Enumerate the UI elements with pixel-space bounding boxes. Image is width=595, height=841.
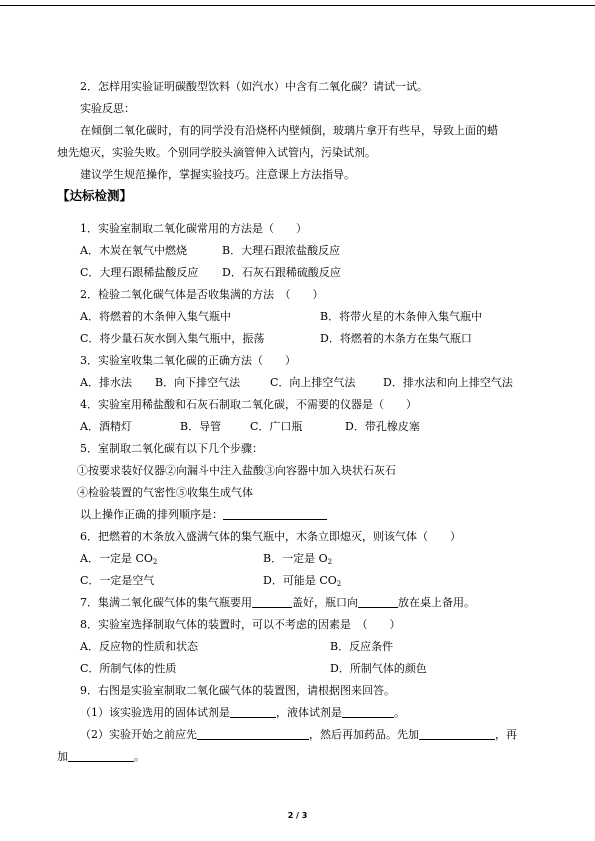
- q8-option-d: D．所制气体的颜色: [330, 662, 427, 675]
- top-rule: [0, 5, 595, 6]
- q4-option-c: C．广口瓶: [250, 420, 303, 433]
- q1-option-c: C．大理石跟稀盐酸反应: [80, 266, 199, 279]
- page-number: 2 / 3: [287, 811, 308, 820]
- q3-option-a: A．排水法: [80, 376, 132, 389]
- q7-blank-1[interactable]: [252, 596, 292, 608]
- q8-stem: 8．实验室选择制取气体的装置时，可以不考虑的因素是 （ ）: [80, 618, 401, 631]
- q3-option-b: B．向下排空气法: [155, 376, 241, 389]
- q4-option-d: D．带孔橡皮塞: [345, 420, 420, 433]
- q6-option-a: A．一定是 $CO_2$: [80, 552, 158, 566]
- q2-option-b: B．将带火星的木条伸入集气瓶中: [320, 310, 483, 323]
- q9-sub-2: （2）实验开始之前应先 ，然后再加药品。先加 ，再: [80, 728, 517, 741]
- q3-option-c: C．向上排空气法: [270, 376, 356, 389]
- q8-option-a: A．反应物的性质和状态: [80, 640, 198, 653]
- q8-option-b: B．反应条件: [330, 640, 394, 653]
- q7-blank-2[interactable]: [358, 596, 398, 608]
- q2-stem: 2．检验二氧化碳气体是否收集满的方法 （ ）: [80, 288, 324, 301]
- q9-solid-reagent-blank[interactable]: [230, 706, 276, 718]
- q3-stem: 3．实验室收集二氧化碳的正确方法（ ）: [80, 354, 296, 367]
- q1-option-d: D．石灰石跟稀硫酸反应: [222, 266, 341, 279]
- q5-order-line: [80, 508, 327, 522]
- suggestion: 建议学生规范操作，掌握实验技巧。注意课上方法指导。: [80, 168, 355, 181]
- q6-option-c: C．一定是空气: [80, 574, 155, 587]
- reflection-line-2: 烛先熄灭，实验失败。个别同学胶头滴管伸入试管内，污染试剂。: [57, 146, 376, 159]
- q9-first-add-blank[interactable]: [419, 728, 495, 740]
- q1-option-b: B．大理石跟浓盐酸反应: [222, 244, 341, 257]
- intro-question-2: 2．怎样用实验证明碳酸型饮料（如汽水）中含有二氧化碳？请试一试。: [80, 80, 428, 93]
- q4-option-b: B．导管: [180, 420, 222, 433]
- q9-first-step-blank[interactable]: [197, 728, 309, 740]
- q5-steps-1: ①按要求装好仪器②向漏斗中注入盐酸③向容器中加入块状石灰石: [77, 464, 396, 477]
- q5-answer-blank[interactable]: [223, 508, 327, 520]
- q4-stem: 4．实验室用稀盐酸和石灰石制取二氧化碳，不需要的仪器是（ ）: [80, 398, 417, 411]
- reflection-line-1: 在倾倒二氧化碳时，有的同学没有沿烧杯内壁倾倒，玻璃片拿开有些早，导致上面的蜡: [80, 124, 498, 137]
- q2-option-d: D．将燃着的木条方在集气瓶口: [320, 332, 472, 345]
- q2-option-a: A．将燃着的木条伸入集气瓶中: [80, 310, 231, 323]
- q5-steps-2: ④检验装置的气密性⑤收集生成气体: [77, 486, 253, 499]
- q6-option-d: D．可能是 $CO_2$: [263, 574, 342, 588]
- q5-stem: 5．室制取二氧化碳有以下几个步骤：: [80, 442, 263, 455]
- q6-stem: 6．把燃着的木条放入盛满气体的集气瓶中，木条立即熄灭，则该气体（ ）: [80, 530, 461, 543]
- q9-sub-1: （1）该实验选用的固体试剂是 ，液体试剂是 。: [80, 706, 405, 719]
- q9-liquid-reagent-blank[interactable]: [342, 706, 394, 718]
- q5-order-label: 以上操作正确的排列顺序是：: [80, 508, 223, 521]
- q1-stem: 1．实验室制取二氧化碳常用的方法是（ ）: [80, 222, 307, 235]
- q2-option-c: C．将少量石灰水倒入集气瓶中，振荡: [80, 332, 265, 345]
- reflection-label: 实验反思：: [80, 102, 135, 115]
- q9-then-add-blank[interactable]: [68, 750, 134, 762]
- q4-option-a: A．酒精灯: [80, 420, 132, 433]
- q1-option-a: A．木炭在氧气中燃烧: [80, 244, 187, 257]
- q3-option-d: D．排水法和向上排空气法: [383, 376, 513, 389]
- q8-option-c: C．所制气体的性质: [80, 662, 177, 675]
- section-title: 【达标检测】: [57, 188, 133, 203]
- q7-line: 7．集满二氧化碳气体的集气瓶要用 盖好，瓶口向 放在桌上备用。: [80, 596, 475, 609]
- q9-sub-2-cont: 加 。: [57, 750, 145, 763]
- q6-option-b: B．一定是 $O_2$: [263, 552, 333, 566]
- q9-stem: 9．右图是实验室制取二氧化碳气体的装置图，请根据图来回答。: [80, 684, 395, 697]
